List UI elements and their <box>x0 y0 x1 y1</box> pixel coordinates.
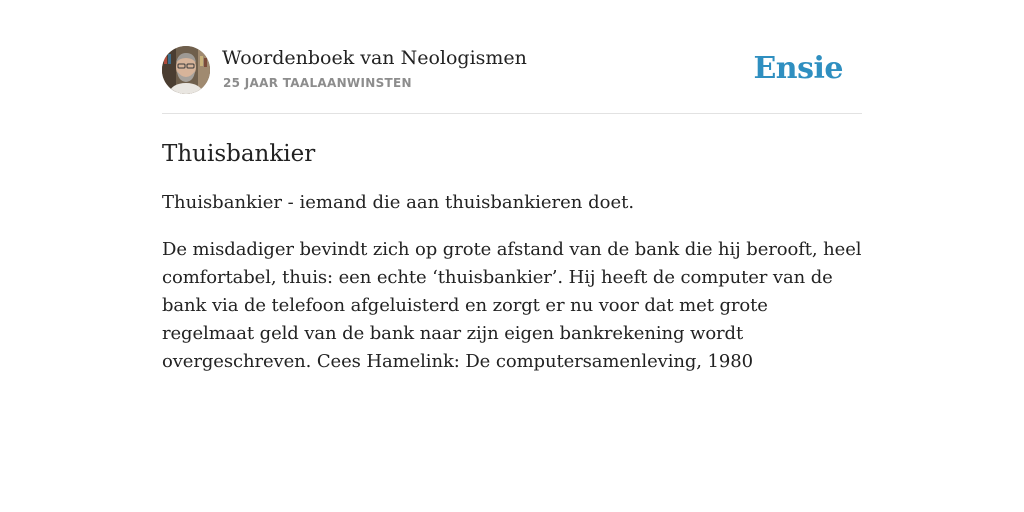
entry-definition: Thuisbankier - iemand die aan thuisbankieren doet. <box>162 192 635 213</box>
author-avatar[interactable] <box>162 46 210 94</box>
ensie-logo-link[interactable]: Ensie <box>753 51 843 86</box>
author-portrait-icon <box>162 46 210 94</box>
blog-subtitle: 25 JAAR TAALAANWINSTEN <box>223 76 412 90</box>
entry-card <box>162 46 862 376</box>
blog-title[interactable]: Woordenboek van Neologismen <box>222 47 527 69</box>
entry-quote: De misdadiger bevindt zich op grote afstand van de bank die hij berooft, heel comfortabel, thuis: een echte ‘thuisbankier’. Hij heeft de computer van de bank via de telefoon afgeluisterd en zorgt er nu voor dat met grote regelmaat geld van de bank naar zijn eigen bankrekening wordt overgeschreven. Cees Hamelink: De computersamenleving, 1980 <box>162 239 862 372</box>
blog-header <box>162 46 862 114</box>
entry-title: Thuisbankier <box>162 141 316 167</box>
